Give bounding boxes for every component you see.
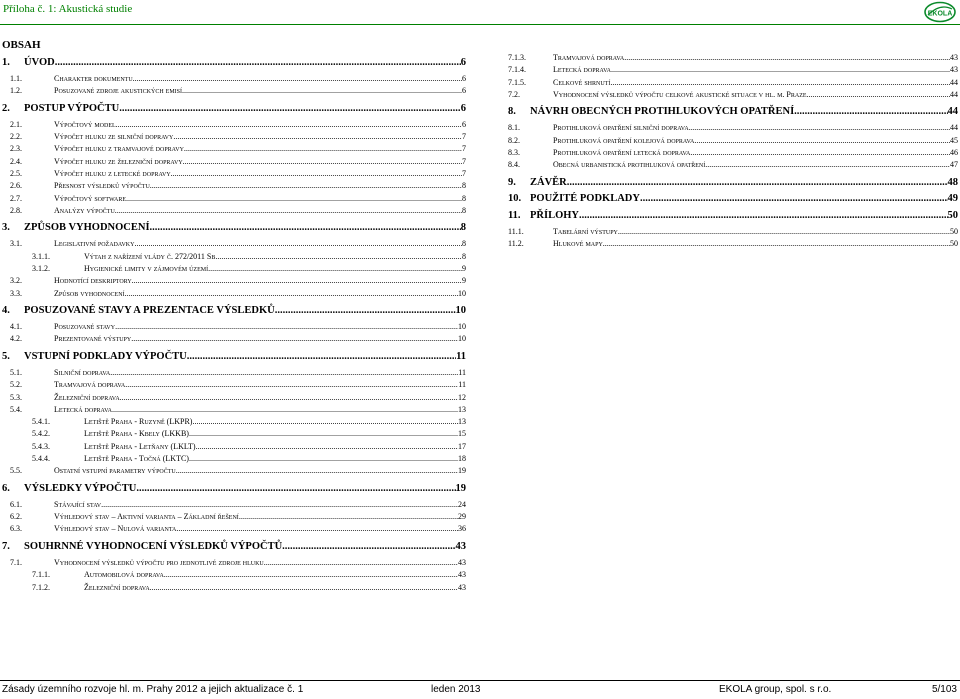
toc-entry-leader	[189, 429, 458, 438]
toc-entry-title: Letiště Praha - Letňany (LKLT)	[84, 441, 196, 451]
toc-entry-page: 44	[947, 106, 958, 118]
toc-entry-title: Výtah z nařízení vlády č. 272/2011 Sb.	[84, 251, 218, 261]
toc-entry-title: Protihluková opatření silniční doprava	[553, 123, 689, 133]
toc-entry-number: 6.	[2, 482, 10, 494]
toc-entry-1-2[interactable]	[2, 86, 466, 95]
toc-entry-3-1-1[interactable]	[2, 252, 466, 261]
toc-entry-leader	[133, 74, 462, 83]
toc-entry-2[interactable]	[2, 103, 466, 114]
toc-entry-2-2[interactable]	[2, 132, 466, 141]
toc-entry-leader	[208, 264, 462, 273]
toc-entry-page: 6	[460, 57, 466, 68]
toc-entry-leader	[239, 512, 458, 521]
toc-entry-title: ZÁVĚR	[530, 176, 567, 188]
toc-entry-title: Přesnost výsledků výpočtu	[54, 181, 150, 191]
toc-entry-number: 7.	[2, 540, 10, 552]
toc-entry-title: Tabelární výstupy	[553, 226, 618, 236]
toc-entry-7-1-2[interactable]	[2, 583, 466, 592]
toc-entry-number: 2.1.	[10, 119, 22, 129]
toc-entry-11[interactable]	[508, 210, 958, 221]
toc-entry-number: 8.1.	[508, 123, 520, 133]
toc-entry-5-4-1[interactable]	[2, 417, 466, 426]
toc-entry-3-3[interactable]	[2, 289, 466, 298]
toc-entry-title: Výpočtový model	[54, 119, 116, 129]
toc-entry-leader	[196, 442, 458, 451]
footer-rule	[0, 680, 960, 681]
toc-entry-title: NÁVRH OBECNÝCH PROTIHLUKOVÝCH OPATŘENÍ	[530, 106, 795, 118]
toc-entry-2-1[interactable]	[2, 120, 466, 129]
toc-entry-title: Železniční doprava	[54, 392, 120, 402]
toc-heading: OBSAH	[2, 39, 41, 51]
footer-page-number: 5/103	[931, 684, 957, 695]
toc-entry-4-1[interactable]	[2, 322, 466, 331]
toc-entry-leader	[126, 194, 462, 203]
toc-entry-page: 19	[455, 482, 466, 494]
toc-entry-leader	[125, 380, 458, 389]
toc-entry-number: 8.4.	[508, 160, 520, 170]
toc-entry-5-5[interactable]	[2, 466, 466, 475]
toc-entry-leader	[136, 483, 455, 494]
toc-entry-leader	[182, 86, 462, 95]
toc-entry-title: Letiště Praha - Točná (LKTC)	[84, 454, 189, 463]
toc-entry-leader	[173, 132, 462, 141]
toc-entry-10[interactable]	[508, 193, 958, 204]
toc-entry-page: 50	[947, 209, 958, 221]
logo-text: EKOLA	[927, 10, 953, 18]
toc-entry-page: 8	[462, 239, 466, 249]
toc-entry-number: 5.4.1.	[32, 417, 50, 427]
toc-entry-3-1[interactable]	[2, 239, 466, 248]
header-rule	[0, 24, 960, 25]
toc-entry-leader	[150, 583, 458, 592]
toc-entry-3-1-2[interactable]	[2, 264, 466, 273]
toc-entry-6[interactable]	[2, 483, 466, 494]
toc-entry-leader	[112, 405, 458, 414]
toc-entry-page: 9	[462, 264, 466, 273]
toc-entry-page: 10	[458, 322, 466, 332]
toc-entry-number: 2.8.	[10, 205, 22, 215]
toc-entry-leader	[164, 570, 458, 579]
toc-entry-title: Charakter dokumentu	[54, 74, 133, 83]
toc-entry-number: 6.2.	[10, 512, 22, 522]
toc-entry-8-1[interactable]	[508, 123, 958, 132]
toc-entry-title: SOUHRNNÉ VYHODNOCENÍ VÝSLEDKŮ VÝPOČTŮ	[24, 540, 283, 552]
toc-entry-8-3[interactable]	[508, 148, 958, 157]
page-footer	[0, 680, 960, 699]
toc-entry-page: 6	[462, 74, 466, 83]
toc-entry-2-6[interactable]	[2, 181, 466, 190]
toc-entry-title: Obecná urbanistická protihluková opatření	[553, 160, 706, 170]
toc-entry-number: 7.1.4.	[508, 65, 526, 75]
toc-entry-page: 7	[462, 156, 466, 166]
toc-entry-title: Hlukové mapy	[553, 239, 603, 249]
toc-entry-page: 9	[462, 276, 466, 286]
ekola-logo	[924, 1, 956, 23]
toc-entry-5[interactable]	[2, 351, 466, 362]
toc-entry-title: Výhledový stav – Aktivní varianta – Základní řešení	[54, 512, 239, 522]
toc-entry-title: VÝSLEDKY VÝPOČTU	[24, 482, 137, 494]
toc-entry-title: Vyhodnocení výsledků výpočtu celkové akustické situace v hl. m. Praze	[553, 89, 807, 99]
toc-entry-number: 3.1.1.	[32, 251, 50, 261]
toc-entry-5-4[interactable]	[2, 405, 466, 414]
toc-entry-leader	[192, 417, 458, 426]
toc-entry-title: Hygienické limity v zájmovém území	[84, 264, 209, 273]
toc-entry-5-3[interactable]	[2, 393, 466, 402]
toc-entry-leader	[171, 169, 462, 178]
toc-entry-leader	[125, 289, 458, 298]
toc-entry-number: 7.1.	[10, 557, 22, 567]
page-header	[0, 0, 960, 30]
toc-entry-leader	[150, 222, 461, 233]
toc-entry-title: Tramvajová doprava	[553, 53, 625, 62]
toc-entry-leader	[176, 466, 458, 475]
toc-entry-page: 7	[462, 169, 466, 178]
toc-entry-page: 13	[458, 404, 466, 414]
header-title: Příloha č. 1: Akustická studie	[3, 3, 133, 15]
toc-entry-number: 5.4.	[10, 404, 22, 414]
toc-entry-2-8[interactable]	[2, 206, 466, 215]
toc-entry-9[interactable]	[508, 177, 958, 188]
toc-entry-page: 47	[950, 160, 958, 170]
toc-entry-title: Výpočet hluku z tramvajové dopravy	[54, 144, 184, 154]
toc-entry-leader	[603, 239, 950, 248]
toc-entry-title: Analýzy výpočtu	[54, 205, 115, 215]
toc-entry-leader	[119, 103, 461, 114]
toc-entry-page: 8	[462, 193, 466, 203]
toc-entry-number: 2.3.	[10, 144, 22, 154]
toc-entry-number: 3.	[2, 222, 10, 234]
toc-entry-page: 8	[460, 222, 466, 234]
toc-entry-8-4[interactable]	[508, 160, 958, 169]
toc-entry-leader	[611, 65, 950, 74]
toc-entry-leader	[705, 160, 950, 169]
toc-entry-title: Letiště Praha - Ruzyně (LKPR)	[84, 417, 193, 427]
toc-entry-2-7[interactable]	[2, 194, 466, 203]
toc-entry-title: Stávající stav	[54, 499, 102, 509]
toc-entry-title: POSTUP VÝPOČTU	[24, 102, 120, 114]
toc-entry-page: 10	[458, 334, 466, 344]
toc-entry-page: 43	[950, 53, 958, 62]
toc-entry-number: 2.2.	[10, 132, 22, 142]
toc-entry-number: 8.2.	[508, 135, 520, 145]
toc-entry-title: ÚVOD	[24, 57, 55, 68]
toc-entry-number: 2.5.	[10, 169, 22, 178]
toc-entry-2-5[interactable]	[2, 169, 466, 178]
toc-entry-number: 11.	[508, 209, 521, 221]
toc-entry-number: 7.1.3.	[508, 53, 526, 62]
toc-entry-number: 2.7.	[10, 193, 22, 203]
toc-entry-title: Posuzované stavy	[54, 322, 116, 332]
toc-entry-number: 3.1.	[10, 239, 22, 249]
toc-entry-number: 6.1.	[10, 499, 22, 509]
toc-entry-leader	[689, 123, 950, 132]
toc-entry-leader	[217, 252, 462, 261]
toc-entry-5-4-4[interactable]	[2, 454, 466, 463]
toc-entry-page: 44	[950, 77, 958, 87]
toc-entry-leader	[176, 524, 458, 533]
toc-entry-7-1-5[interactable]	[508, 78, 958, 87]
toc-entry-title: Celkové shrnutí	[553, 77, 611, 87]
toc-entry-leader	[101, 500, 458, 509]
toc-entry-number: 4.	[2, 305, 10, 317]
toc-entry-number: 2.	[2, 102, 10, 114]
toc-entry-number: 8.3.	[508, 148, 520, 157]
toc-entry-2-4[interactable]	[2, 157, 466, 166]
toc-entry-page: 43	[950, 65, 958, 75]
toc-entry-leader	[264, 558, 458, 567]
toc-entry-7-1-4[interactable]	[508, 65, 958, 74]
toc-entry-number: 5.4.4.	[32, 454, 50, 463]
toc-entry-5-1[interactable]	[2, 368, 466, 377]
footer-document-title: Zásady územního rozvoje hl. m. Prahy 2012 a jejich aktualizace č. 1	[2, 684, 304, 695]
toc-entry-page: 8	[462, 205, 466, 215]
toc-entry-page: 11	[458, 367, 466, 377]
toc-entry-number: 3.1.2.	[32, 264, 50, 273]
toc-entry-page: 6	[460, 102, 466, 114]
toc-entry-number: 5.3.	[10, 392, 22, 402]
toc-entry-leader	[120, 393, 458, 402]
toc-entry-title: Výpočtový software	[54, 193, 127, 203]
toc-entry-page: 18	[458, 454, 466, 463]
toc-entry-leader	[55, 57, 461, 68]
toc-entry-page: 49	[947, 193, 958, 205]
toc-entry-5-2[interactable]	[2, 380, 466, 389]
toc-entry-page: 12	[458, 392, 466, 402]
toc-entry-leader	[150, 181, 462, 190]
toc-entry-page: 45	[950, 135, 958, 145]
toc-entry-number: 5.4.2.	[32, 429, 50, 439]
toc-entry-page: 10	[455, 305, 466, 317]
toc-entry-number: 8.	[508, 106, 516, 118]
toc-entry-title: Výhledový stav – Nulová varianta	[54, 524, 177, 534]
toc-entry-leader	[640, 193, 948, 204]
toc-entry-title: PŘÍLOHY	[530, 209, 580, 221]
toc-entry-title: Protihluková opatření kolejová doprava	[553, 135, 695, 145]
toc-entry-7-2[interactable]	[508, 90, 958, 99]
toc-entry-page: 15	[458, 429, 466, 439]
toc-entry-11-2[interactable]	[508, 239, 958, 248]
toc-entry-leader	[184, 144, 462, 153]
toc-entry-page: 44	[950, 123, 958, 133]
toc-entry-8[interactable]	[508, 106, 958, 117]
toc-entry-6-1[interactable]	[2, 500, 466, 509]
toc-entry-5-4-2[interactable]	[2, 429, 466, 438]
toc-entry-leader	[132, 276, 462, 285]
toc-entry-page: 10	[458, 288, 466, 298]
toc-entry-page: 43	[458, 570, 466, 580]
toc-entry-page: 6	[462, 119, 466, 129]
toc-entry-title: Výpočet hluku ze železniční dopravy	[54, 156, 183, 166]
toc-entry-number: 5.5.	[10, 466, 22, 476]
toc-entry-number: 3.2.	[10, 276, 22, 286]
toc-entry-title: Letiště Praha - Kbely (LKKB)	[84, 429, 189, 439]
toc-entry-page: 43	[458, 557, 466, 567]
toc-entry-4[interactable]	[2, 305, 466, 316]
toc-entry-number: 11.2.	[508, 239, 524, 249]
toc-entry-leader	[187, 351, 456, 362]
toc-entry-number: 6.3.	[10, 524, 22, 534]
toc-entry-page: 11	[456, 350, 466, 362]
toc-entry-title: Tramvajová doprava	[54, 380, 126, 390]
toc-entry-title: Protihluková opatření letecká doprava	[553, 148, 691, 157]
toc-entry-number: 4.2.	[10, 334, 22, 344]
toc-entry-title: Legislativní požadavky	[54, 239, 135, 249]
toc-entry-8-2[interactable]	[508, 136, 958, 145]
toc-entry-number: 11.1.	[508, 226, 524, 236]
toc-entry-leader	[624, 53, 950, 62]
toc-entry-number: 7.2.	[508, 89, 520, 99]
toc-entry-title: Ostatní vstupní parametry výpočtu	[54, 466, 176, 476]
toc-entry-number: 7.1.5.	[508, 77, 526, 87]
toc-entry-number: 5.4.3.	[32, 441, 50, 451]
toc-entry-leader	[275, 305, 456, 316]
toc-entry-page: 43	[455, 540, 466, 552]
toc-entry-page: 6	[462, 86, 466, 96]
footer-date: leden 2013	[431, 684, 481, 695]
toc-entry-5-4-3[interactable]	[2, 442, 466, 451]
toc-entry-number: 2.4.	[10, 156, 22, 166]
toc-entry-1-1[interactable]	[2, 74, 466, 83]
toc-entry-title: Vyhodnocení výsledků výpočtu pro jednotlivé zdroje hluku	[54, 557, 264, 567]
toc-entry-title: Železniční doprava	[84, 582, 150, 592]
toc-entry-leader	[807, 90, 950, 99]
toc-entry-number: 1.2.	[10, 86, 22, 96]
toc-entry-number: 1.1.	[10, 74, 22, 83]
toc-entry-number: 7.1.1.	[32, 570, 50, 580]
toc-entry-3[interactable]	[2, 222, 466, 233]
toc-entry-7[interactable]	[2, 541, 466, 552]
toc-entry-page: 17	[458, 441, 466, 451]
toc-entry-title: Automobilová doprava	[84, 570, 164, 580]
toc-entry-leader	[618, 227, 950, 236]
toc-entry-page: 13	[458, 417, 466, 427]
toc-entry-7-1[interactable]	[2, 558, 466, 567]
toc-entry-page: 8	[462, 181, 466, 191]
toc-entry-leader	[134, 239, 462, 248]
toc-entry-title: POUŽITÉ PODKLADY	[530, 193, 640, 205]
toc-entry-leader	[282, 541, 455, 552]
toc-entry-page: 50	[950, 239, 958, 249]
toc-entry-7-1-3[interactable]	[508, 53, 958, 62]
toc-entry-leader	[794, 106, 947, 117]
toc-entry-leader	[115, 206, 462, 215]
toc-entry-title: Silniční doprava	[54, 367, 111, 377]
toc-entry-title: Výpočet hluku ze silniční dopravy	[54, 132, 174, 142]
toc-entry-title: VSTUPNÍ PODKLADY VÝPOČTU	[24, 350, 187, 362]
toc-entry-number: 5.1.	[10, 367, 22, 377]
toc-entry-number: 5.2.	[10, 380, 22, 390]
toc-entry-page: 46	[950, 148, 958, 157]
toc-entry-title: Letecká doprava	[54, 404, 113, 414]
toc-entry-leader	[115, 322, 458, 331]
toc-entry-7-1-1[interactable]	[2, 570, 466, 579]
toc-entry-leader	[690, 148, 950, 157]
toc-entry-page: 8	[462, 251, 466, 261]
toc-entry-6-2[interactable]	[2, 512, 466, 521]
toc-entry-title: Posuzované zdroje akustických emisí	[54, 86, 183, 96]
toc-entry-leader	[116, 120, 462, 129]
toc-entry-number: 3.3.	[10, 288, 22, 298]
toc-entry-number: 10.	[508, 193, 522, 205]
toc-entry-page: 50	[950, 226, 958, 236]
toc-entry-number: 4.1.	[10, 322, 22, 332]
toc-entry-leader	[567, 177, 948, 188]
toc-entry-title: Letecká doprava	[553, 65, 612, 75]
toc-entry-number: 1.	[2, 57, 10, 68]
toc-entry-number: 9.	[508, 176, 516, 188]
toc-entry-page: 48	[947, 176, 958, 188]
toc-entry-page: 11	[458, 380, 466, 390]
toc-entry-leader	[610, 78, 950, 87]
toc-entry-leader	[110, 368, 458, 377]
toc-entry-title: Hodnotící deskriptory	[54, 276, 132, 286]
toc-entry-leader	[183, 157, 462, 166]
toc-entry-page: 36	[458, 524, 466, 534]
toc-entry-page: 19	[458, 466, 466, 476]
toc-entry-page: 43	[458, 582, 466, 592]
toc-entry-leader	[579, 210, 947, 221]
toc-entry-leader	[131, 334, 458, 343]
toc-entry-11-1[interactable]	[508, 227, 958, 236]
toc-entry-number: 5.	[2, 350, 10, 362]
toc-entry-title: POSUZOVANÉ STAVY A PREZENTACE VÝSLEDKŮ	[24, 305, 275, 317]
toc-entry-title: Způsob vyhodnocení	[54, 288, 125, 298]
toc-entry-title: ZPŮSOB VYHODNOCENÍ	[24, 222, 150, 234]
toc-entry-page: 7	[462, 144, 466, 154]
toc-entry-2-3[interactable]	[2, 144, 466, 153]
toc-entry-leader	[694, 136, 950, 145]
footer-company: EKOLA group, spol. s r.o.	[719, 684, 832, 695]
toc-entry-page: 29	[458, 512, 466, 522]
toc-entry-title: Výpočet hluku z letecké dopravy	[54, 169, 171, 178]
toc-entry-page: 44	[950, 89, 958, 99]
toc-entry-number: 7.1.2.	[32, 582, 50, 592]
toc-entry-page: 7	[462, 132, 466, 142]
toc-entry-leader	[189, 454, 458, 463]
toc-entry-3-2[interactable]	[2, 276, 466, 285]
toc-entry-title: Prezentované výstupy	[54, 334, 132, 344]
toc-entry-page: 24	[458, 499, 466, 509]
toc-entry-1[interactable]	[2, 57, 466, 68]
toc-entry-6-3[interactable]	[2, 524, 466, 533]
toc-entry-number: 2.6.	[10, 181, 22, 191]
toc-entry-4-2[interactable]	[2, 334, 466, 343]
